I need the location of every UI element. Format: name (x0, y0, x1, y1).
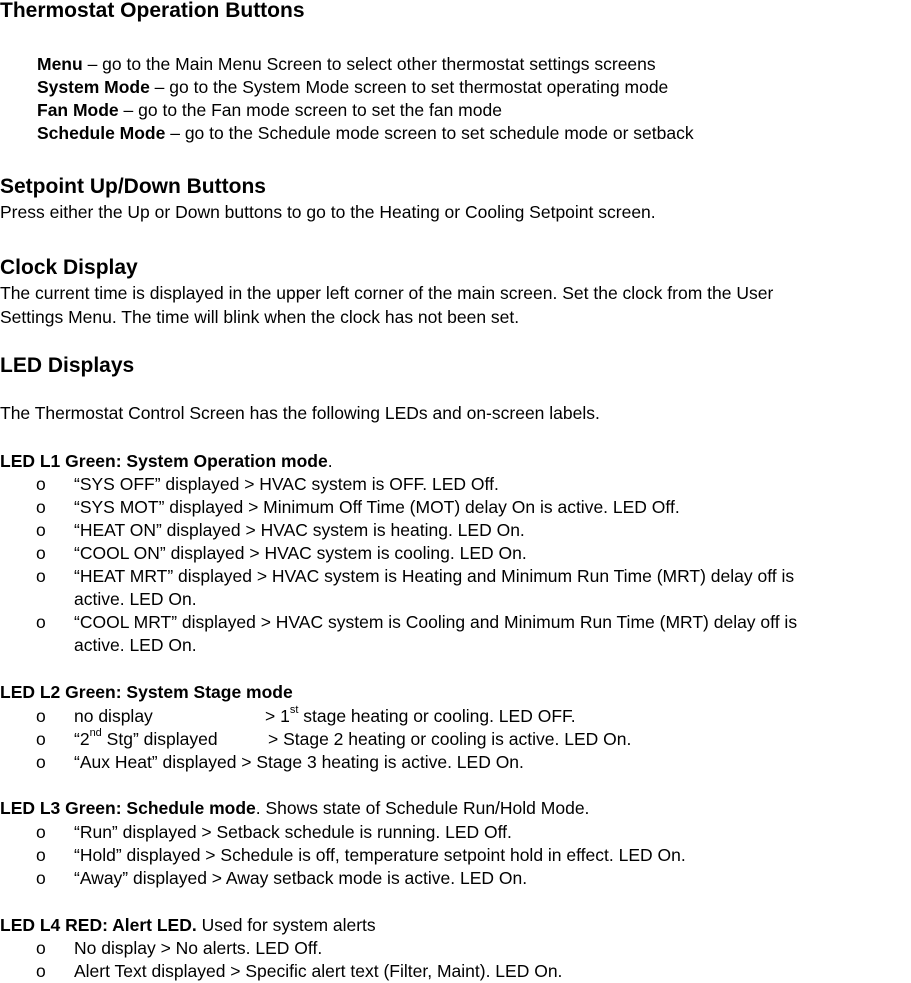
term: System Mode (37, 77, 150, 97)
button-item-schedule-mode (37, 122, 694, 145)
bullet-icon: o (36, 961, 46, 981)
item-sup: st (289, 704, 299, 717)
led-l4-title-suffix: Used for system alerts (196, 915, 376, 935)
item-text-line1: “COOL MRT” displayed > HVAC system is Cooling and Minimum Run Time (MRT) delay off is (74, 612, 798, 632)
bullet-icon: o (36, 474, 46, 494)
clock-heading: Clock Display (0, 256, 138, 279)
led-intro: The Thermostat Control Screen has the following LEDs and on-screen labels. (0, 403, 600, 423)
bullet-icon: o (36, 543, 46, 563)
term: Schedule Mode (37, 123, 166, 143)
item-text: stage heating or cooling. LED OFF. (298, 706, 576, 726)
list-item (0, 821, 911, 844)
led-l1-title (0, 450, 333, 473)
bullet-icon: o (36, 938, 46, 958)
button-item-fan-mode (37, 99, 694, 122)
bullet-icon: o (36, 845, 46, 865)
bullet-icon: o (36, 497, 46, 517)
bullet-icon: o (36, 729, 46, 749)
setpoint-text: Press either the Up or Down buttons to go to the Heating or Cooling Setpoint screen. (0, 202, 656, 222)
bullet-icon: o (36, 520, 46, 540)
button-item-menu (37, 53, 694, 76)
clock-text-line2: Settings Menu. The time will blink when the clock has not been set. (0, 307, 520, 327)
clock-text-line1: The current time is displayed in the upper left corner of the main screen. Set the clock from the User (0, 283, 774, 303)
item-label-b: Stg” displayed (101, 729, 218, 749)
desc: – go to the Fan mode screen to set the fan mode (118, 100, 502, 120)
list-item (0, 496, 911, 519)
item-text: > Stage 2 heating or cooling is active. LED On. (268, 729, 632, 749)
led-l4-title (0, 914, 376, 937)
led-l2-title (0, 681, 293, 704)
led-l1-title-bold: LED L1 Green: System Operation mode (0, 451, 328, 471)
list-item (0, 565, 911, 611)
list-item (0, 542, 911, 565)
list-item (0, 751, 911, 774)
bullet-icon: o (36, 706, 46, 726)
led-l1-list (0, 473, 911, 657)
item-text: “SYS OFF” displayed > HVAC system is OFF. LED Off. (74, 474, 499, 494)
led-l4-list (0, 937, 911, 983)
list-item (0, 611, 911, 657)
item-label: no display (74, 706, 153, 726)
bullet-icon: o (36, 822, 46, 842)
item-text: “COOL ON” displayed > HVAC system is cooling. LED On. (74, 543, 527, 563)
led-l3-list (0, 821, 911, 890)
desc: – go to the Schedule mode screen to set schedule mode or setback (165, 123, 694, 143)
list-item (0, 705, 911, 728)
item-arrow: > 1 (265, 706, 290, 726)
item-label (74, 728, 268, 751)
setpoint-heading: Setpoint Up/Down Buttons (0, 175, 266, 198)
bullet-icon: o (36, 566, 46, 586)
item-text: “Aux Heat” displayed > Stage 3 heating is active. LED On. (74, 752, 524, 772)
led-l3-title (0, 797, 589, 820)
item-text-line1: “HEAT MRT” displayed > HVAC system is Heating and Minimum Run Time (MRT) delay off is (74, 566, 795, 586)
desc: – go to the Main Menu Screen to select other thermostat settings screens (82, 54, 656, 74)
term: Fan Mode (37, 100, 119, 120)
item-text: Alert Text displayed > Specific alert text (Filter, Maint). LED On. (74, 961, 563, 981)
list-item (0, 867, 911, 890)
led-l3-title-bold: LED L3 Green: Schedule mode (0, 798, 256, 818)
list-item (0, 519, 911, 542)
buttons-heading: Thermostat Operation Buttons (0, 0, 305, 22)
list-item (0, 844, 911, 867)
desc: – go to the System Mode screen to set thermostat operating mode (149, 77, 669, 97)
buttons-list (37, 53, 694, 145)
list-item (0, 473, 911, 496)
led-l4-title-bold: LED L4 RED: Alert LED. (0, 915, 197, 935)
list-item (0, 728, 911, 751)
led-l2-title-bold: LED L2 Green: System Stage mode (0, 682, 293, 702)
item-text: “SYS MOT” displayed > Minimum Off Time (MOT) delay On is active. LED Off. (74, 497, 680, 517)
led-l2-list (0, 705, 911, 774)
item-text: “Hold” displayed > Schedule is off, temperature setpoint hold in effect. LED On. (74, 845, 686, 865)
led-l1-title-suffix: . (327, 451, 333, 471)
item-text: “Away” displayed > Away setback mode is active. LED On. (74, 868, 528, 888)
item-text: “HEAT ON” displayed > HVAC system is heating. LED On. (74, 520, 525, 540)
led-l3-title-suffix: . Shows state of Schedule Run/Hold Mode. (255, 798, 590, 818)
item-text-line2: active. LED On. (74, 589, 197, 609)
led-heading: LED Displays (0, 354, 135, 377)
item-text: “Run” displayed > Setback schedule is running. LED Off. (74, 822, 512, 842)
item-label-a: “2 (74, 729, 90, 749)
button-item-system-mode (37, 76, 694, 99)
list-item (0, 960, 911, 983)
item-sup: nd (89, 727, 102, 740)
bullet-icon: o (36, 612, 46, 632)
list-item (0, 937, 911, 960)
bullet-icon: o (36, 868, 46, 888)
bullet-icon: o (36, 752, 46, 772)
term: Menu (37, 54, 83, 74)
item-text: No display > No alerts. LED Off. (74, 938, 323, 958)
item-text-line2: active. LED On. (74, 635, 197, 655)
